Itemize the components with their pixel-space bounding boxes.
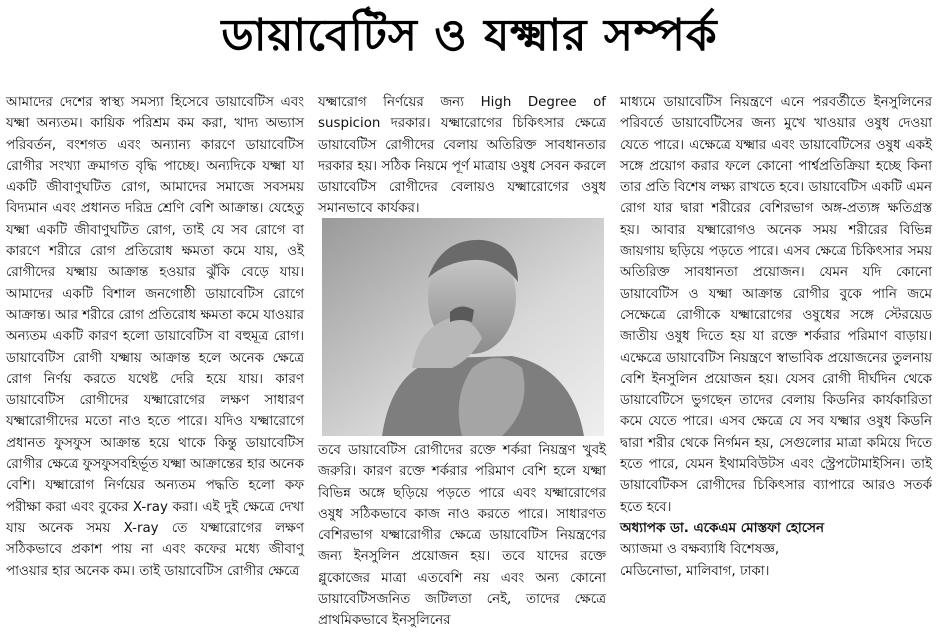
- photo-illustration: [322, 218, 604, 436]
- article-headline: ডায়াবেটিস ও যক্ষ্মার সম্পর্ক: [221, 10, 718, 61]
- author-location: মেডিনোভা, মালিবাগ, ঢাকা।: [620, 563, 770, 579]
- coughing-man-photo: [322, 218, 604, 436]
- article-paragraph: যক্ষ্মারোগ নির্ণয়ের জন্য High Degree of suspicion দরকার। যক্ষ্মারোগের চিকিৎসার ক্ষেত্রে ডায়াবেটিস রোগীদের বেলায় অতিরিক্ত সাবধানতার দরকার হয়। সঠিক নিয়মে পূর্ণ মাত্রায় ওষুধ সেবন করলে ডায়াবেটিস রোগীদের বেলায়ও যক্ষ্মারোগের ওষুধ সমানভাবে কার্যকর।: [318, 95, 606, 217]
- author-name: অধ্যাপক ডা. একেএম মোস্তফা হোসেন: [620, 520, 824, 536]
- article-column-3: [620, 92, 932, 582]
- article-paragraph: আমাদের দেশের স্বাস্থ্য সমস্যা হিসেবে ডায়াবেটিস এবং যক্ষ্মা অন্যতম। কায়িক পরিশ্রম কম করা, খাদ্য অভ্যাস পরিবর্তন, বংশগত এবং অন্যান্য কারণে ডায়াবেটিস রোগীর সংখ্যা ক্রমাগত বৃদ্ধি পাচ্ছে। অন্যদিকে যক্ষ্মা যা একটি জীবাণুঘটিত রোগ, আমাদের সমাজে সবসময় বিদ্যমান এবং প্রধানত দরিদ্র শ্রেণি বেশি আক্রান্ত। যেহেতু যক্ষ্মা একটি জীবাণুঘটিত রোগ, তাই যে সব রোগে বা কারণে শরীরে রোগ প্রতিরোধ ক্ষমতা কমে যায়, ওই রোগীদের যক্ষ্মায় আক্রান্ত হওয়ার ঝুঁকি বেড়ে যায়। আমাদের একটি বিশাল জনগোষ্ঠী ডায়াবেটিস রোগে আক্রান্ত। আর শরীরে রোগ প্রতিরোধ ক্ষমতা কমে যাওয়ার অন্যতম একটি কারণ হলো ডায়াবেটিস বা বহুমূত্র রোগ। ডায়াবেটিস রোগী যক্ষ্মায় আক্রান্ত হলে অনেক ক্ষেত্রে রোগ নির্ণয় করতে যথেষ্ট দেরি হয়ে যায়। কারণ ডায়াবেটিস রোগীদের যক্ষ্মারোগের লক্ষণ সাধারণ যক্ষ্মারোগীদের মতো নাও হতে পারে। যদিও যক্ষ্মারোগে প্রধানত ফুসফুস আক্রান্ত হয়ে থাকে কিন্তু ডায়াবেটিস রোগীর ক্ষেত্রে ফুসফুসবহির্ভূত যক্ষ্মা আক্রান্তের হার অনেক বেশি। যক্ষ্মারোগ নির্ণয়ের অন্যতম পদ্ধতি হলো কফ পরীক্ষা করা এবং বুকের X-ray করা। এই দুই ক্ষেত্রে দেখা যায় অনেক সময় X-ray তে যক্ষ্মারোগের লক্ষণ সঠিকভাবে প্রকাশ পায় না এবং কফের মধ্যে জীবাণু পাওয়ার হার অনেক কম। তাই ডায়াবেটিস রোগীর ক্ষেত্রে: [6, 95, 304, 579]
- author-title: অ্যাজমা ও বক্ষব্যাধি বিশেষজ্ঞ,: [620, 542, 780, 558]
- article-paragraph: মাধ্যমে ডায়াবেটিস নিয়ন্ত্রণে এনে পরবর্তীতে ইনসুলিনের পরিবর্তে ডায়াবেটিসের জন্য মুখে খাওয়ার ওষুধ দেওয়া যেতে পারে। এক্ষেত্রে যক্ষ্মার এবং ডায়াবেটিসের ওষুধ একই সঙ্গে প্রয়োগ করার ফলে কোনো পার্শ্বপ্রতিক্রিয়া হচ্ছে কিনা তার প্রতি বিশেষ লক্ষ্য রাখতে হবে। ডায়াবেটিস একটি এমন রোগ যার দ্বারা শরীরের বেশিরভাগ অঙ্গ-প্রত্যঙ্গ ক্ষতিগ্রস্ত হয়। আবার যক্ষ্মারোগও অনেক সময় শরীরের বিভিন্ন জায়গায় ছড়িয়ে পড়তে পারে। এসব ক্ষেত্রে চিকিৎসার সময় অতিরিক্ত সাবধানতা প্রয়োজন। যেমন যদি কোনো ডায়াবেটিস ও যক্ষ্মা আক্রান্ত রোগীর বুকে পানি জমে সেক্ষেত্রে রোগীকে যক্ষ্মারোগের ওষুধের সঙ্গে স্টেরয়েড জাতীয় ওষুধ দিতে হয় যা রক্তে শর্করার পরিমাণ বাড়ায়। এক্ষেত্রে ডায়াবেটিস নিয়ন্ত্রণে স্বাভাবিক প্রয়োজনের তুলনায় বেশি ইনসুলিন প্রয়োজন হয়। যেসব রোগী দীর্ঘদিন থেকে ডায়াবেটিসে ভুগছেন তাদের বেলায় কিডনির কার্যকারিতা কমে যেতে পারে। এসব ক্ষেত্রে যে সব যক্ষ্মার ওষুধ কিডনি দ্বারা শরীর থেকে নির্গমন হয়, সেগুলোর মাত্রা কমিয়ে দিতে হতে পারে, যেমন ইথামবিউটস এবং স্ট্রেপটোমাইসিন। তাই ডায়াবেটিকস রোগীদের চিকিৎসার ব্যাপারে আরও সতর্ক হতে হবে।: [620, 95, 932, 515]
- article-column-2-top: [318, 92, 606, 220]
- article-column-2-bottom: [318, 440, 606, 632]
- article-column-1: [6, 92, 304, 582]
- article-paragraph: তবে ডায়াবেটিস রোগীদের রক্তে শর্করা নিয়ন্ত্রণ খুবই জরুরি। কারণ রক্তে শর্করার পরিমাণ বেশি হলে যক্ষ্মা বিভিন্ন অঙ্গে ছড়িয়ে পড়তে পারে এবং যক্ষ্মারোগের ওষুধ সঠিকভাবে কাজ নাও করতে পারে। সাধারণত বেশিরভাগ যক্ষ্মারোগীর ক্ষেত্রে ডায়াবেটিস নিয়ন্ত্রণের জন্য ইনসুলিন প্রয়োজন হয়। তবে যাদের রক্তে গ্লুকোজের মাত্রা এতবেশি নয় এবং অন্য কোনো ডায়াবেটিসজনিত জটিলতা নেই, তাদের ক্ষেত্রে প্রাথমিকভাবে ইনসুলিনের: [318, 443, 606, 629]
